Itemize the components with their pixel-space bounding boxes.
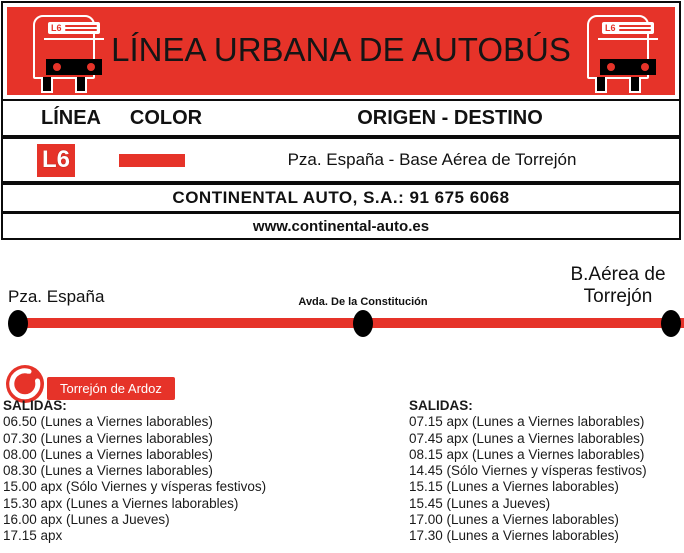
departure-time: 07.15 apx (Lunes a Viernes laborables) (409, 414, 645, 430)
bus-sign-line-label: L6 (51, 22, 62, 33)
bus-headlight-icon (641, 63, 649, 71)
bus-wheel (629, 77, 641, 93)
departure-time: 07.30 (Lunes a Viernes laborables) (3, 430, 213, 446)
departure-time: 08.30 (Lunes a Viernes laborables) (3, 463, 213, 479)
departure-time: 06.50 (Lunes a Viernes laborables) (3, 414, 213, 430)
origin-destination-text: Pza. España - Base Aérea de Torrejón (287, 150, 577, 169)
departure-time: 08.00 (Lunes a Viernes laborables) (3, 446, 213, 462)
bus-icon (579, 15, 657, 93)
stop-dot (661, 310, 681, 337)
departure-time: 14.45 (Sólo Viernes y vísperas festivos) (409, 463, 647, 479)
departure-time: 17.30 (Lunes a Viernes laborables) (409, 528, 619, 544)
operator-row: CONTINENTAL AUTO, S.A.: 91 675 6068 (172, 188, 510, 207)
bus-wheel (41, 77, 53, 93)
departure-time: 15.00 apx (Sólo Viernes y vísperas festivos) (3, 479, 267, 495)
municipality-label: Torrejón de Ardoz (47, 377, 175, 400)
website-row (3, 214, 679, 238)
bus-roofline (598, 38, 658, 40)
header-table-frame (1, 1, 681, 240)
page-title: LÍNEA URBANA DE AUTOBÚS (111, 31, 571, 68)
bus-sign-destination-lines (619, 25, 651, 31)
line-badge: L6 (37, 144, 75, 177)
salidas-left-column (3, 398, 266, 545)
departure-time: 17.00 (Lunes a Viernes laborables) (409, 512, 619, 528)
bus-sign-line-label: L6 (605, 22, 616, 33)
line-color-swatch (119, 154, 185, 167)
departure-time: 07.45 apx (Lunes a Viernes laborables) (409, 430, 645, 446)
website-link[interactable]: www.continental-auto.es (252, 217, 430, 235)
departure-time: 08.15 apx (Lunes a Viernes laborables) (409, 446, 645, 462)
salidas-title: SALIDAS: (409, 398, 473, 413)
line-data-row (3, 139, 679, 181)
bus-wheel (595, 77, 607, 93)
bus-body (587, 15, 649, 79)
departure-time: 15.30 apx (Lunes a Viernes laborables) (3, 495, 239, 511)
salidas-right-column (409, 398, 647, 545)
table-header-row (3, 101, 679, 135)
route-line (14, 318, 684, 328)
stop-label-pza-espana: Pza. España (8, 287, 105, 306)
banner-wrap (3, 3, 679, 99)
stop-label-base-aerea: B.Aérea de Torrejón (570, 264, 666, 307)
bus-headlight-icon (607, 63, 615, 71)
bus-wheel (75, 77, 87, 93)
stop-label-avda-constitucion: Avda. De la Constitución (298, 296, 428, 308)
column-header-color: COLOR (129, 106, 203, 129)
departure-time: 16.00 apx (Lunes a Jueves) (3, 512, 170, 528)
stop-dot (8, 310, 28, 337)
stop-dot (353, 310, 373, 337)
bus-bumper (600, 59, 656, 75)
departure-time: 17.15 apx (3, 528, 63, 544)
departure-time: 15.45 (Lunes a Jueves) (409, 495, 551, 511)
bus-destination-sign (602, 22, 654, 34)
column-header-origen-destino: ORIGEN - DESTINO (357, 106, 543, 129)
column-header-linea: LÍNEA (41, 106, 101, 129)
red-banner (7, 7, 675, 95)
salidas-title: SALIDAS: (3, 398, 67, 413)
departure-time: 15.15 (Lunes a Viernes laborables) (409, 479, 619, 495)
